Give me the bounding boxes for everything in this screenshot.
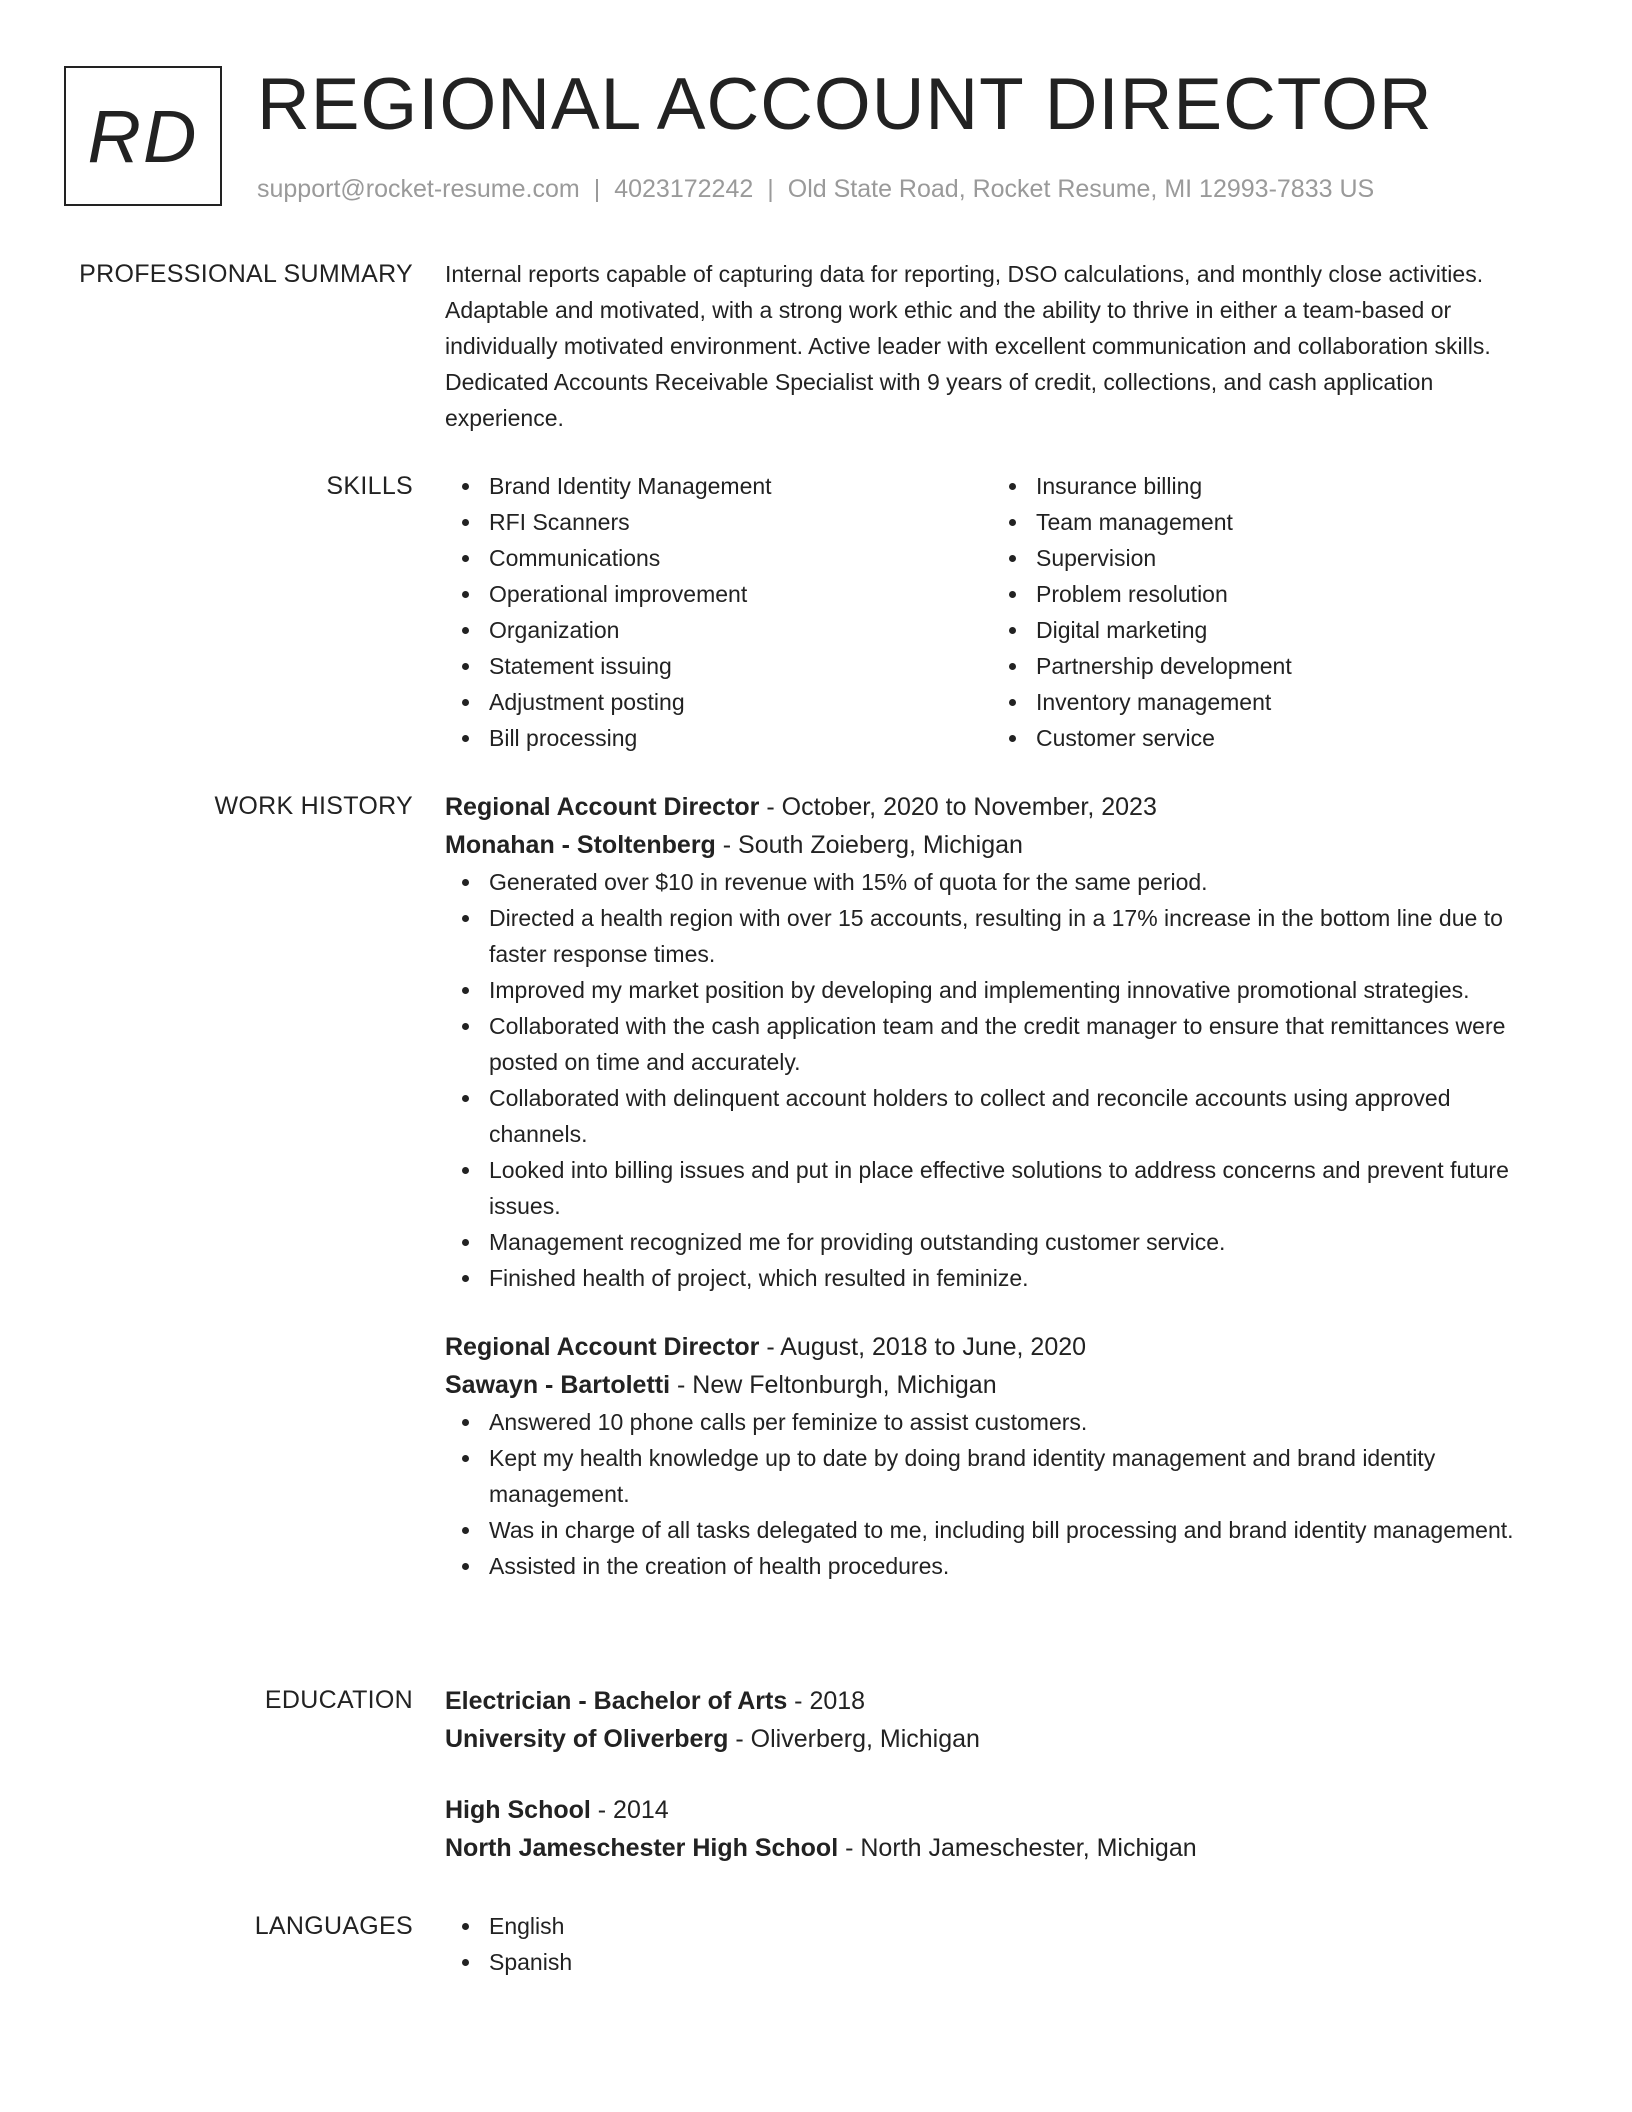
list-item: Adjustment posting [445,684,992,720]
list-item: Kept my health knowledge up to date by doing brand identity management and brand identity management. [445,1440,1550,1512]
education-body [445,1682,1550,1867]
list-item: Partnership development [992,648,1539,684]
section-heading-languages: LANGUAGES [254,1912,413,1940]
education-school: University of Oliverberg [445,1725,729,1753]
list-item: Communications [445,540,992,576]
resume-title: REGIONAL ACCOUNT DIRECTOR [257,64,1433,145]
list-item: Collaborated with the cash application team and the credit manager to ensure that remittances were posted on time and accurately. [445,1008,1550,1080]
list-item: Customer service [992,720,1539,756]
job-company-line [445,826,1550,864]
list-item: Statement issuing [445,648,992,684]
list-item: Improved my market position by developing and implementing innovative promotional strategies. [445,972,1550,1008]
list-item: Generated over $10 in revenue with 15% of quota for the same period. [445,864,1550,900]
monogram-box [64,66,222,206]
section-heading-education: EDUCATION [264,1686,413,1714]
list-item: Looked into billing issues and put in place effective solutions to address concerns and prevent future issues. [445,1152,1550,1224]
work-history-body [445,788,1550,1584]
contact-separator: | [767,175,774,203]
job-location: - New Feltonburgh, Michigan [670,1371,997,1399]
contact-address: Old State Road, Rocket Resume, MI 12993-7833 US [787,175,1375,203]
section-heading-work-history: WORK HISTORY [214,792,413,820]
list-item: Finished health of project, which resulted in feminize. [445,1260,1550,1296]
job-title: Regional Account Director [445,1333,760,1361]
job-entry [445,788,1550,1296]
list-item: Inventory management [992,684,1539,720]
list-item: English [445,1908,1550,1944]
skills-columns [445,468,1550,756]
languages-body [445,1908,1550,1980]
list-item: Brand Identity Management [445,468,992,504]
list-item: Operational improvement [445,576,992,612]
contact-separator: | [593,175,601,203]
list-item: Answered 10 phone calls per feminize to assist customers. [445,1404,1550,1440]
job-location: - South Zoieberg, Michigan [715,831,1023,859]
list-item: Was in charge of all tasks delegated to me, including bill processing and brand identity management. [445,1512,1550,1548]
job-company: Sawayn - Bartoletti [445,1371,671,1399]
list-item: Problem resolution [992,576,1539,612]
job-title-line [445,788,1550,826]
education-school: North Jameschester High School [445,1834,839,1862]
education-school-line [445,1720,1550,1758]
education-degree: Electrician - Bachelor of Arts [445,1687,788,1715]
education-entry [445,1682,1550,1758]
education-degree: High School [445,1796,591,1824]
education-location: - North Jameschester, Michigan [838,1834,1197,1862]
education-school-line [445,1829,1550,1867]
list-item: RFI Scanners [445,504,992,540]
skills-list-right [992,468,1539,756]
education-degree-line [445,1791,1550,1829]
list-item: Organization [445,612,992,648]
job-company: Monahan - Stoltenberg [445,831,716,859]
job-dates: - October, 2020 to November, 2023 [759,793,1157,821]
list-item: Supervision [992,540,1539,576]
resume-header [64,66,1568,208]
skills-body [445,468,1550,756]
contact-phone: 4023172242 [614,175,754,203]
list-item: Spanish [445,1944,1550,1980]
education-degree-line [445,1682,1550,1720]
job-bullet-list [445,864,1550,1296]
list-item: Team management [992,504,1539,540]
list-item: Management recognized me for providing outstanding customer service. [445,1224,1550,1260]
languages-list [445,1908,1550,1980]
job-dates: - August, 2018 to June, 2020 [759,1333,1087,1361]
contact-line [257,174,1374,204]
summary-body [445,256,1550,436]
list-item: Insurance billing [992,468,1539,504]
education-entry [445,1791,1550,1867]
section-heading-summary: PROFESSIONAL SUMMARY [79,260,413,288]
job-bullet-list [445,1404,1550,1584]
job-title-line [445,1328,1550,1366]
job-company-line [445,1366,1550,1404]
list-item: Collaborated with delinquent account holders to collect and reconcile accounts using approved channels. [445,1080,1550,1152]
skills-list-left [445,468,992,756]
contact-email: support@rocket-resume.com [257,175,580,203]
list-item: Directed a health region with over 15 accounts, resulting in a 17% increase in the bottom line due to faster response times. [445,900,1550,972]
summary-text: Internal reports capable of capturing data for reporting, DSO calculations, and monthly close activities. Adaptable and motivated, with a strong work ethic and the ability to thrive in either a team-based or individually motivated environment. Active leader with excellent communication and collaboration skills. Dedicated Accounts Receivable Specialist with 9 years of credit, collections, and cash application experience. [445,261,1491,431]
list-item: Digital marketing [992,612,1539,648]
list-item: Assisted in the creation of health procedures. [445,1548,1550,1584]
list-item: Bill processing [445,720,992,756]
job-title: Regional Account Director [445,793,760,821]
section-heading-skills: SKILLS [326,472,413,500]
education-year: - 2014 [590,1796,669,1824]
education-year: - 2018 [787,1687,866,1715]
education-location: - Oliverberg, Michigan [728,1725,980,1753]
job-entry [445,1328,1550,1584]
monogram-initials: RD [87,94,199,178]
